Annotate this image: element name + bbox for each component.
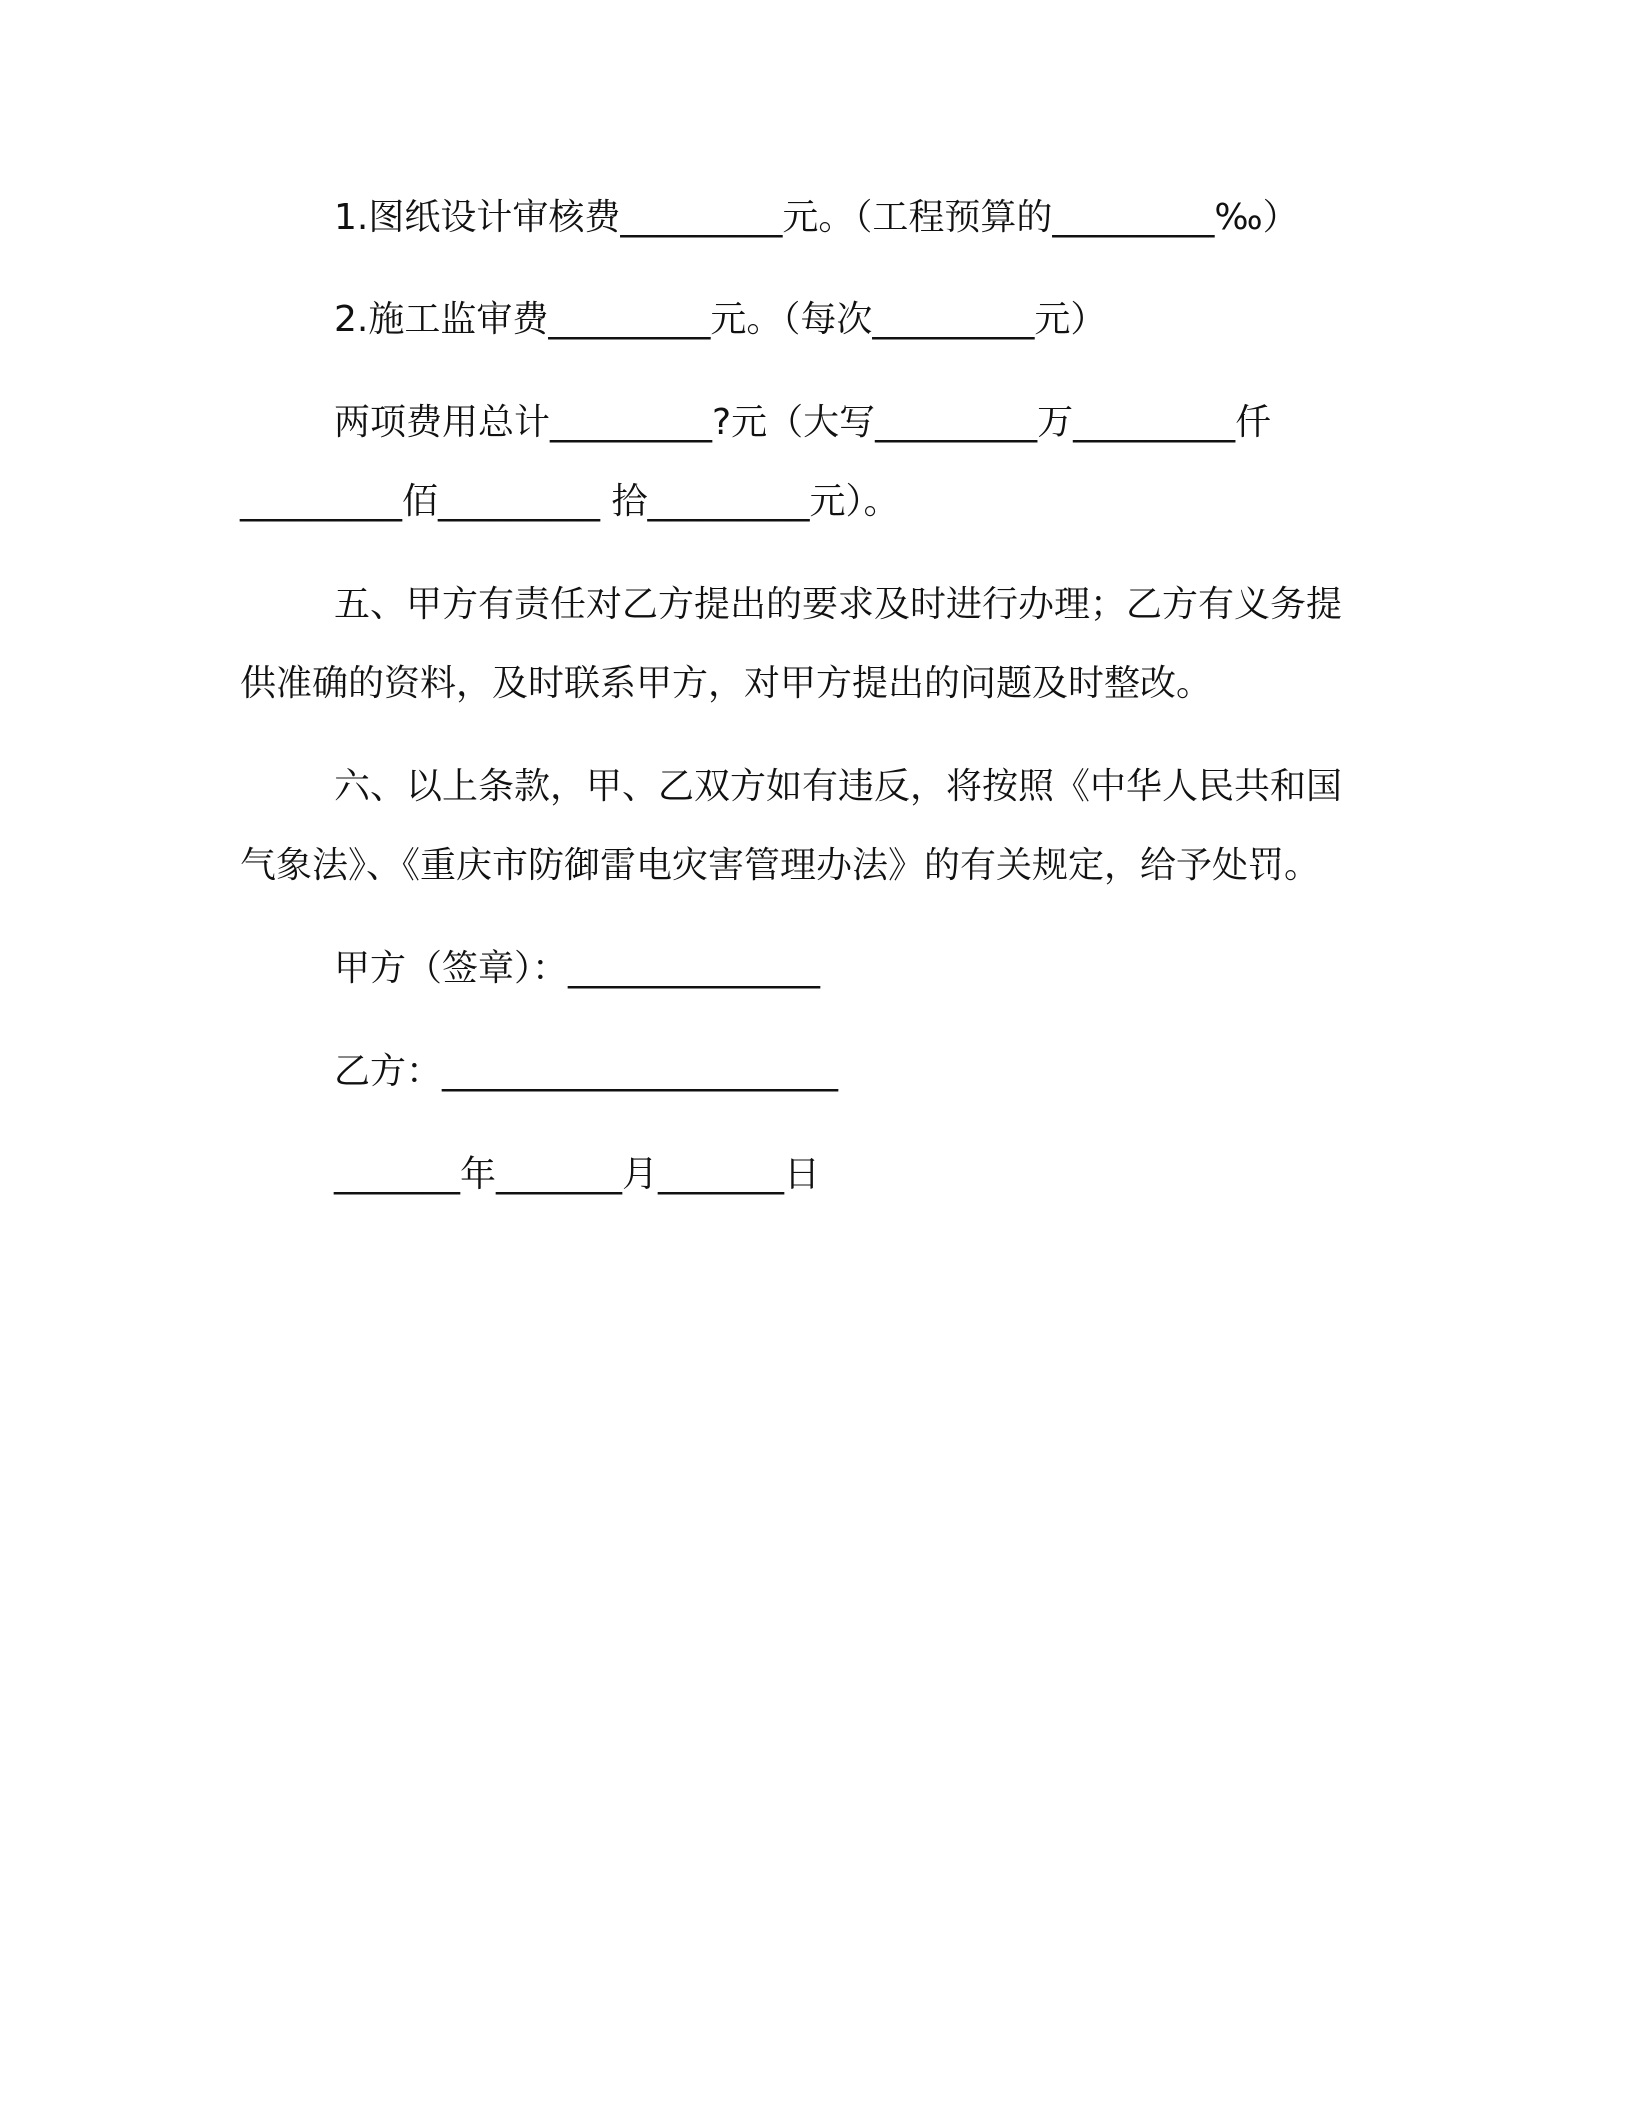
fee-item-construction-supervision: 2.施工监审费_________元。（每次_________元） <box>334 299 1107 340</box>
clause-five-line-1: 五、甲方有责任对乙方提出的要求及时进行办理；乙方有义务提 <box>334 584 1343 625</box>
clause-six-line-2: 气象法》、《重庆市防御雷电灾害管理办法》的有关规定，给予处罚。 <box>240 845 1321 886</box>
party-a-signature: 甲方（签章）：______________ <box>334 948 821 989</box>
signing-date: _______年_______月_______日 <box>334 1154 820 1195</box>
clause-five-line-2: 供准确的资料，及时联系甲方，对甲方提出的问题及时整改。 <box>240 663 1213 704</box>
party-b-signature: 乙方：______________________ <box>334 1051 839 1092</box>
clause-six-line-1: 六、以上条款，甲、乙双方如有违反，将按照《中华人民共和国 <box>334 766 1343 807</box>
fee-total-line-2: _________佰_________ 拾_________元）。 <box>240 481 900 522</box>
fee-item-design-review: 1.图纸设计审核费_________元。（工程预算的_________‰） <box>334 197 1299 238</box>
fee-total-line-1: 两项费用总计_________?元（大写_________万_________仟 <box>334 402 1272 443</box>
